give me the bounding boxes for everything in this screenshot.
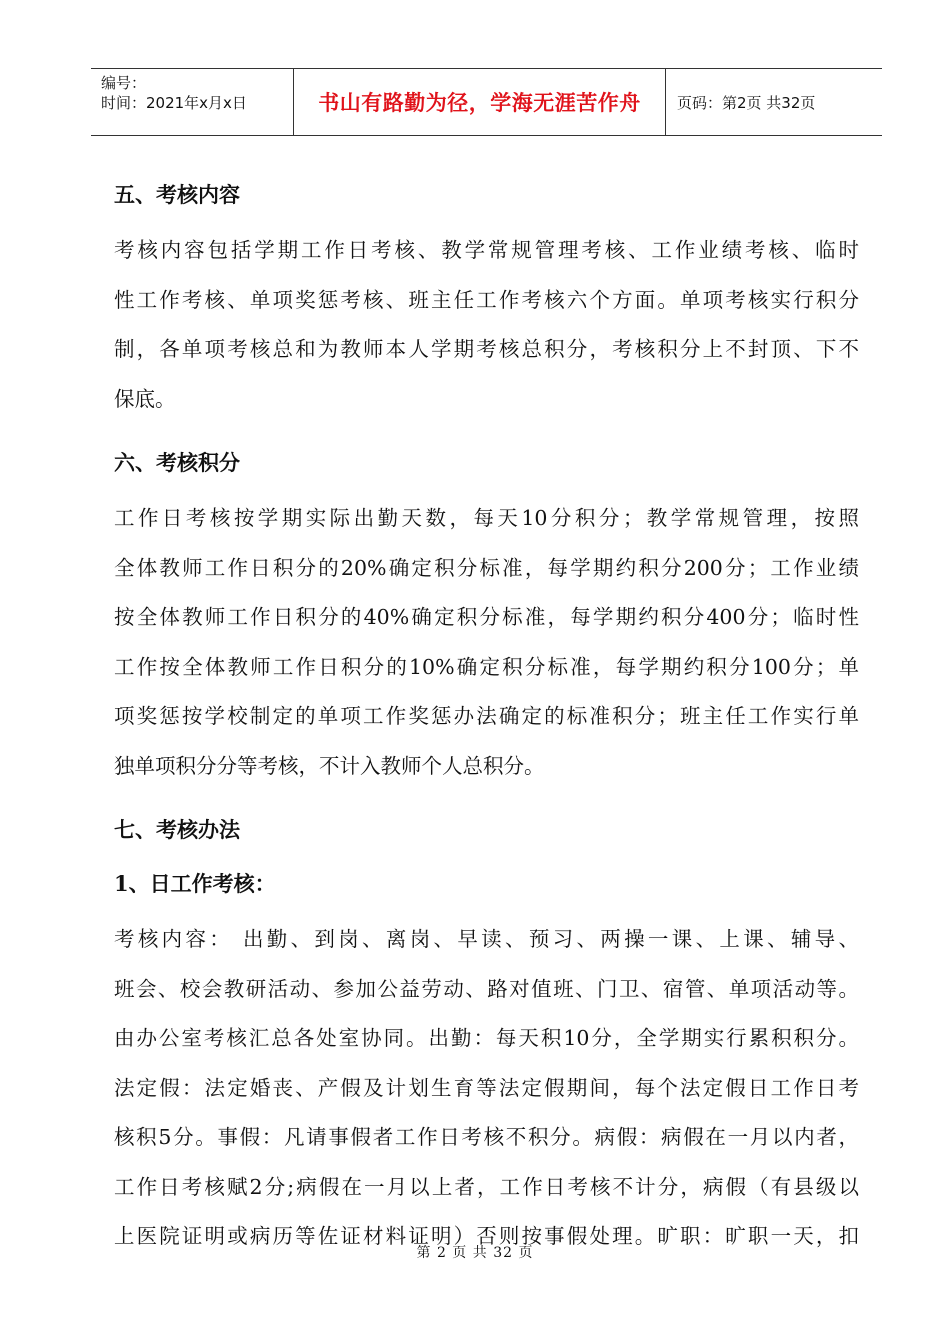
text-line: 由办公室考核汇总各处室协同。出勤：每天积10分，全学期实行累积积分。 [114, 1026, 859, 1050]
text-line: 项奖惩按学校制定的单项工作奖惩办法确定的标准积分；班主任工作实行单 [114, 704, 859, 728]
time-label: 时间：2021年x月x日 [101, 94, 247, 112]
page-header [91, 68, 882, 136]
paragraph [114, 226, 859, 424]
text-line: 按全体教师工作日积分的40%确定积分标准，每学期约积分400分；临时性 [114, 605, 859, 629]
page-code: 页码：第2页 共32页 [677, 93, 816, 112]
section-heading: 六、考核积分 [114, 450, 240, 475]
page-footer: 第 2 页 共 32 页 [416, 1245, 534, 1261]
header-page-cell [666, 69, 882, 135]
text-line: 考核内容包括学期工作日考核、教学常规管理考核、工作业绩考核、临时 [114, 238, 859, 262]
serial-label: 编号： [101, 74, 147, 92]
section-heading: 七、考核办法 [114, 817, 240, 842]
text-line: 法定假：法定婚丧、产假及计划生育等法定假期间，每个法定假日工作日考 [114, 1075, 859, 1100]
paragraph [114, 915, 859, 1262]
text-line: 独单项积分分等考核，不计入教师个人总积分。 [114, 753, 545, 778]
document-body [114, 172, 859, 1262]
text-line: 制，各单项考核总和为教师本人学期考核总积分，考核积分上不封顶、下不 [114, 337, 859, 361]
paragraph [114, 494, 859, 791]
text-line: 上医院证明或病历等佐证材料证明）否则按事假处理。旷职：旷职一天，扣 [114, 1224, 859, 1248]
text-line: 核积5分。事假：凡请事假者工作日考核不积分。病假：病假在一月以内者， [114, 1125, 859, 1149]
text-line: 班会、校会教研活动、参加公益劳动、路对值班、门卫、宿管、单项活动等。 [114, 976, 859, 1001]
text-line: 考核内容： 出勤、到岗、离岗、早读、预习、两操一课、上课、辅导、 [114, 927, 859, 951]
text-line: 工作日考核赋2分;病假在一月以上者，工作日考核不计分，病假（有县级以 [114, 1174, 859, 1199]
text-line: 全体教师工作日积分的20%确定积分标准，每学期约积分200分；工作业绩 [114, 555, 859, 580]
header-motto-cell [293, 69, 666, 135]
section-heading: 五、考核内容 [114, 182, 240, 207]
text-line: 工作日考核按学期实际出勤天数，每天10分积分；教学常规管理，按照 [114, 506, 859, 530]
text-line: 工作按全体教师工作日积分的10%确定积分标准，每学期约积分100分；单 [114, 654, 859, 679]
text-line: 性工作考核、单项奖惩考核、班主任工作考核六个方面。单项考核实行积分 [114, 287, 859, 312]
subsection-heading: 1、日工作考核： [114, 871, 276, 896]
motto: 书山有路勤为径，学海无涯苦作舟 [318, 91, 641, 115]
text-line: 保底。 [114, 386, 176, 411]
header-meta [91, 69, 293, 135]
